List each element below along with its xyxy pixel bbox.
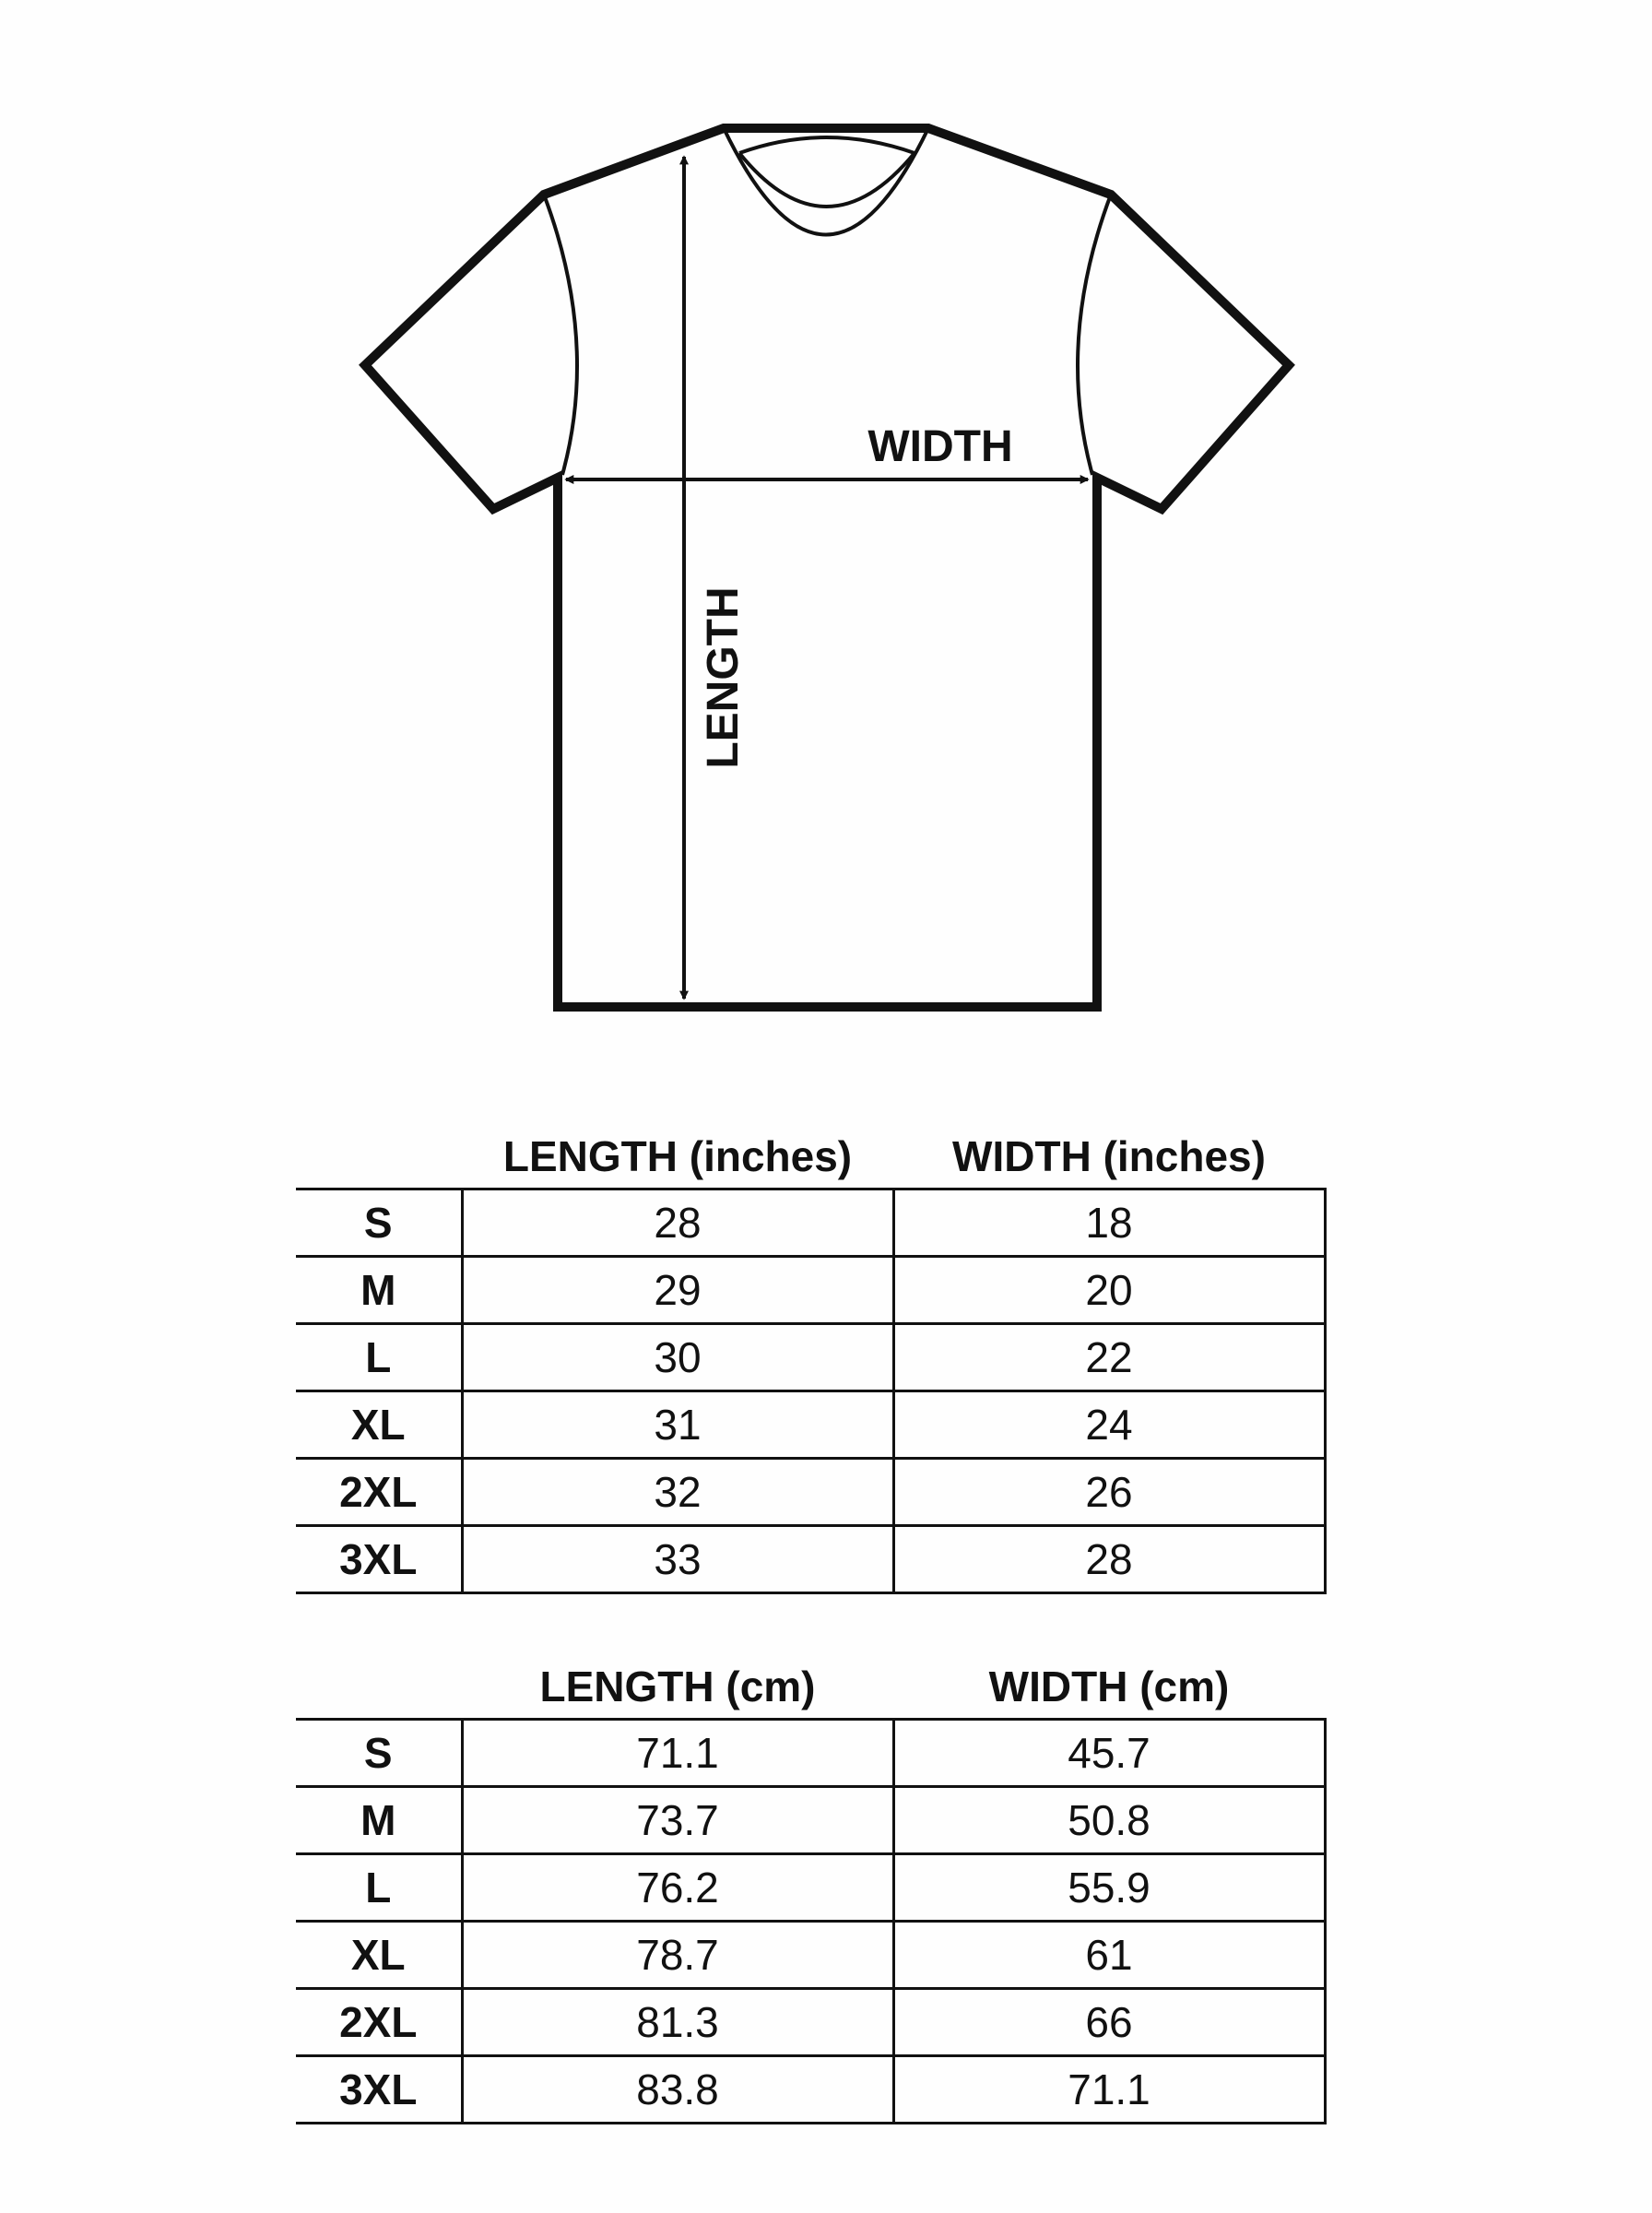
table-row bbox=[296, 1189, 1325, 1257]
width-cell: 55.9 bbox=[893, 1854, 1325, 1922]
size-cell: S bbox=[296, 1720, 462, 1787]
table-row bbox=[296, 1324, 1325, 1391]
length-cell: 81.3 bbox=[462, 1989, 893, 2056]
header-width: WIDTH (inches) bbox=[952, 1132, 1266, 1180]
length-cell: 31 bbox=[462, 1391, 893, 1459]
width-cell: 61 bbox=[893, 1922, 1325, 1989]
table-header-row bbox=[296, 1125, 1325, 1189]
size-table-cm bbox=[296, 1655, 1327, 2124]
table-row bbox=[296, 1391, 1325, 1459]
length-cell: 78.7 bbox=[462, 1922, 893, 1989]
table-row bbox=[296, 1257, 1325, 1324]
header-size bbox=[296, 1125, 462, 1189]
table-row bbox=[296, 1720, 1325, 1787]
width-cell: 20 bbox=[893, 1257, 1325, 1324]
header-width: WIDTH (cm) bbox=[988, 1663, 1230, 1710]
size-cell: 3XL bbox=[296, 2056, 462, 2124]
table-row bbox=[296, 1526, 1325, 1593]
length-cell: 71.1 bbox=[462, 1720, 893, 1787]
size-cell: XL bbox=[296, 1391, 462, 1459]
table-row bbox=[296, 2056, 1325, 2124]
length-cell: 29 bbox=[462, 1257, 893, 1324]
size-cell: S bbox=[296, 1189, 462, 1257]
length-cell: 32 bbox=[462, 1459, 893, 1526]
length-cell: 30 bbox=[462, 1324, 893, 1391]
length-cell: 33 bbox=[462, 1526, 893, 1593]
size-cell: 3XL bbox=[296, 1526, 462, 1593]
table-row bbox=[296, 1787, 1325, 1854]
width-label: WIDTH bbox=[867, 422, 1013, 471]
width-cell: 26 bbox=[893, 1459, 1325, 1526]
header-size bbox=[296, 1655, 462, 1720]
length-cell: 73.7 bbox=[462, 1787, 893, 1854]
tshirt-diagram bbox=[0, 0, 1652, 1060]
width-cell: 71.1 bbox=[893, 2056, 1325, 2124]
header-length: LENGTH (inches) bbox=[502, 1132, 853, 1180]
width-cell: 18 bbox=[893, 1189, 1325, 1257]
size-cell: 2XL bbox=[296, 1989, 462, 2056]
width-cell: 66 bbox=[893, 1989, 1325, 2056]
size-cell: 2XL bbox=[296, 1459, 462, 1526]
width-cell: 24 bbox=[893, 1391, 1325, 1459]
header-length: LENGTH (cm) bbox=[539, 1663, 816, 1710]
table-row bbox=[296, 1459, 1325, 1526]
width-cell: 50.8 bbox=[893, 1787, 1325, 1854]
length-cell: 83.8 bbox=[462, 2056, 893, 2124]
length-cell: 28 bbox=[462, 1189, 893, 1257]
length-cell: 76.2 bbox=[462, 1854, 893, 1922]
size-cell: M bbox=[296, 1787, 462, 1854]
size-cell: XL bbox=[296, 1922, 462, 1989]
width-cell: 22 bbox=[893, 1324, 1325, 1391]
size-cell: L bbox=[296, 1324, 462, 1391]
width-cell: 28 bbox=[893, 1526, 1325, 1593]
table-row bbox=[296, 1854, 1325, 1922]
size-cell: L bbox=[296, 1854, 462, 1922]
length-label: LENGTH bbox=[699, 586, 748, 769]
size-cell: M bbox=[296, 1257, 462, 1324]
table-row bbox=[296, 1922, 1325, 1989]
table-row bbox=[296, 1989, 1325, 2056]
width-cell: 45.7 bbox=[893, 1720, 1325, 1787]
tshirt-outline bbox=[365, 128, 1289, 1007]
table-header-row bbox=[296, 1655, 1325, 1720]
size-table-inches bbox=[296, 1125, 1327, 1594]
